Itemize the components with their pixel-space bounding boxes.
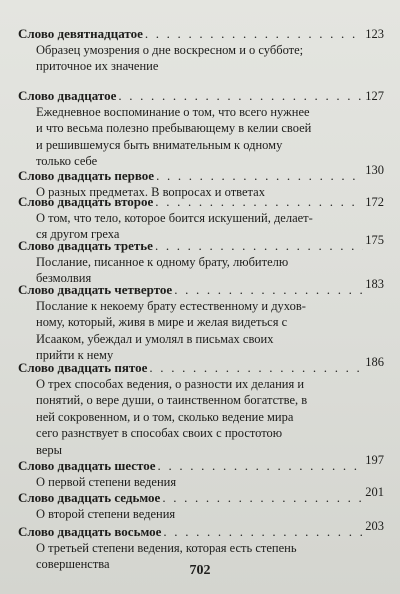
page-number: 201: [365, 485, 384, 499]
entry-title: Слово двадцать восьмое: [18, 524, 162, 539]
description-line: О третьей степени ведения, которая есть степень: [36, 541, 297, 555]
description-line: понятий, о вере души, о таинственном богатстве, в: [36, 393, 308, 408]
dot-leader: [155, 238, 363, 253]
description-line: безмолвия: [36, 271, 92, 286]
description-line: приточное их значение: [36, 59, 159, 74]
entry-description: [36, 376, 384, 458]
page-number: 175: [365, 233, 384, 247]
entry-title: Слово двадцать четвертое: [18, 282, 173, 297]
page-number: 186: [365, 355, 384, 369]
description-line: О трех способах ведения, о разности их делания и: [36, 377, 305, 391]
description-line: Ежедневное воспоминание о том, что всего нужнее: [36, 105, 310, 119]
description-line: ному, который, живя в мире и желая видеться с: [36, 315, 288, 330]
description-line: и что весьма полезно пребывающему в келии своей: [36, 121, 312, 136]
toc-entry: [18, 485, 384, 524]
dot-leader: [155, 194, 363, 209]
description-line: прийти к нему: [36, 348, 114, 363]
entry-description: [36, 506, 384, 522]
entry-title: Слово двадцать второе: [18, 194, 154, 209]
dot-leader: [118, 88, 363, 103]
page-number: 127: [365, 89, 384, 103]
entry-title: Слово девятнадцатое: [18, 26, 143, 41]
description-line: Послание к некоему брату естественному и духов-: [36, 299, 306, 313]
entry-title: Слово двадцать шестое: [18, 458, 156, 473]
description-line: Послание, писанное к одному брату, любителю: [36, 255, 289, 269]
description-line: сего разнствует в способах своих с простотою: [36, 426, 283, 441]
description-line: совершенства: [36, 557, 110, 572]
dot-leader: [158, 458, 364, 473]
page-number: 123: [365, 27, 384, 41]
page-number: 183: [365, 277, 384, 291]
dot-leader: [145, 26, 363, 41]
entry-title: Слово двадцать третье: [18, 238, 153, 253]
table-of-contents: [18, 26, 384, 572]
toc-entry: [18, 163, 384, 199]
description-line: Исааком, убеждал и умолял в письмах своих: [36, 331, 274, 346]
description-line: О первой степени ведения: [36, 475, 177, 489]
page-number: 130: [365, 163, 384, 177]
description-line: только себе: [36, 154, 98, 169]
dot-leader: [156, 168, 363, 183]
page-number: 203: [365, 519, 384, 533]
entry-description: [36, 42, 384, 75]
description-line: О второй степени ведения: [36, 507, 176, 521]
description-line: ся другом греха: [36, 227, 120, 242]
entry-description: [36, 104, 384, 170]
dot-leader: [163, 524, 363, 539]
toc-entry: [18, 88, 384, 168]
dot-leader: [149, 360, 363, 375]
toc-entry: [18, 26, 384, 88]
entry-title: Слово двадцатое: [18, 88, 117, 103]
description-line: ней сокровенном, и о том, сколько ведение мира: [36, 409, 294, 424]
page-number: 172: [365, 195, 384, 209]
page-number: 197: [365, 453, 384, 467]
dot-leader: [162, 490, 363, 505]
description-line: и решившемуся быть внимательным к одному: [36, 137, 283, 152]
toc-entry: [18, 453, 384, 490]
description-line: О разных предметах. В вопросах и ответах: [36, 185, 265, 199]
entry-description: [36, 474, 384, 490]
description-line: О том, что тело, которое боится искушений, делает-: [36, 211, 313, 225]
entry-description: [36, 298, 384, 364]
dot-leader: [174, 282, 363, 297]
entry-title: Слово двадцать первое: [18, 168, 155, 183]
description-line: Образец умозрения о дне воскресном и о субботе;: [36, 43, 304, 57]
page-folio-number: 702: [189, 563, 211, 578]
entry-title: Слово двадцать седьмое: [18, 490, 161, 505]
description-line: веры: [36, 442, 63, 457]
entry-title: Слово двадцать пятое: [18, 360, 148, 375]
